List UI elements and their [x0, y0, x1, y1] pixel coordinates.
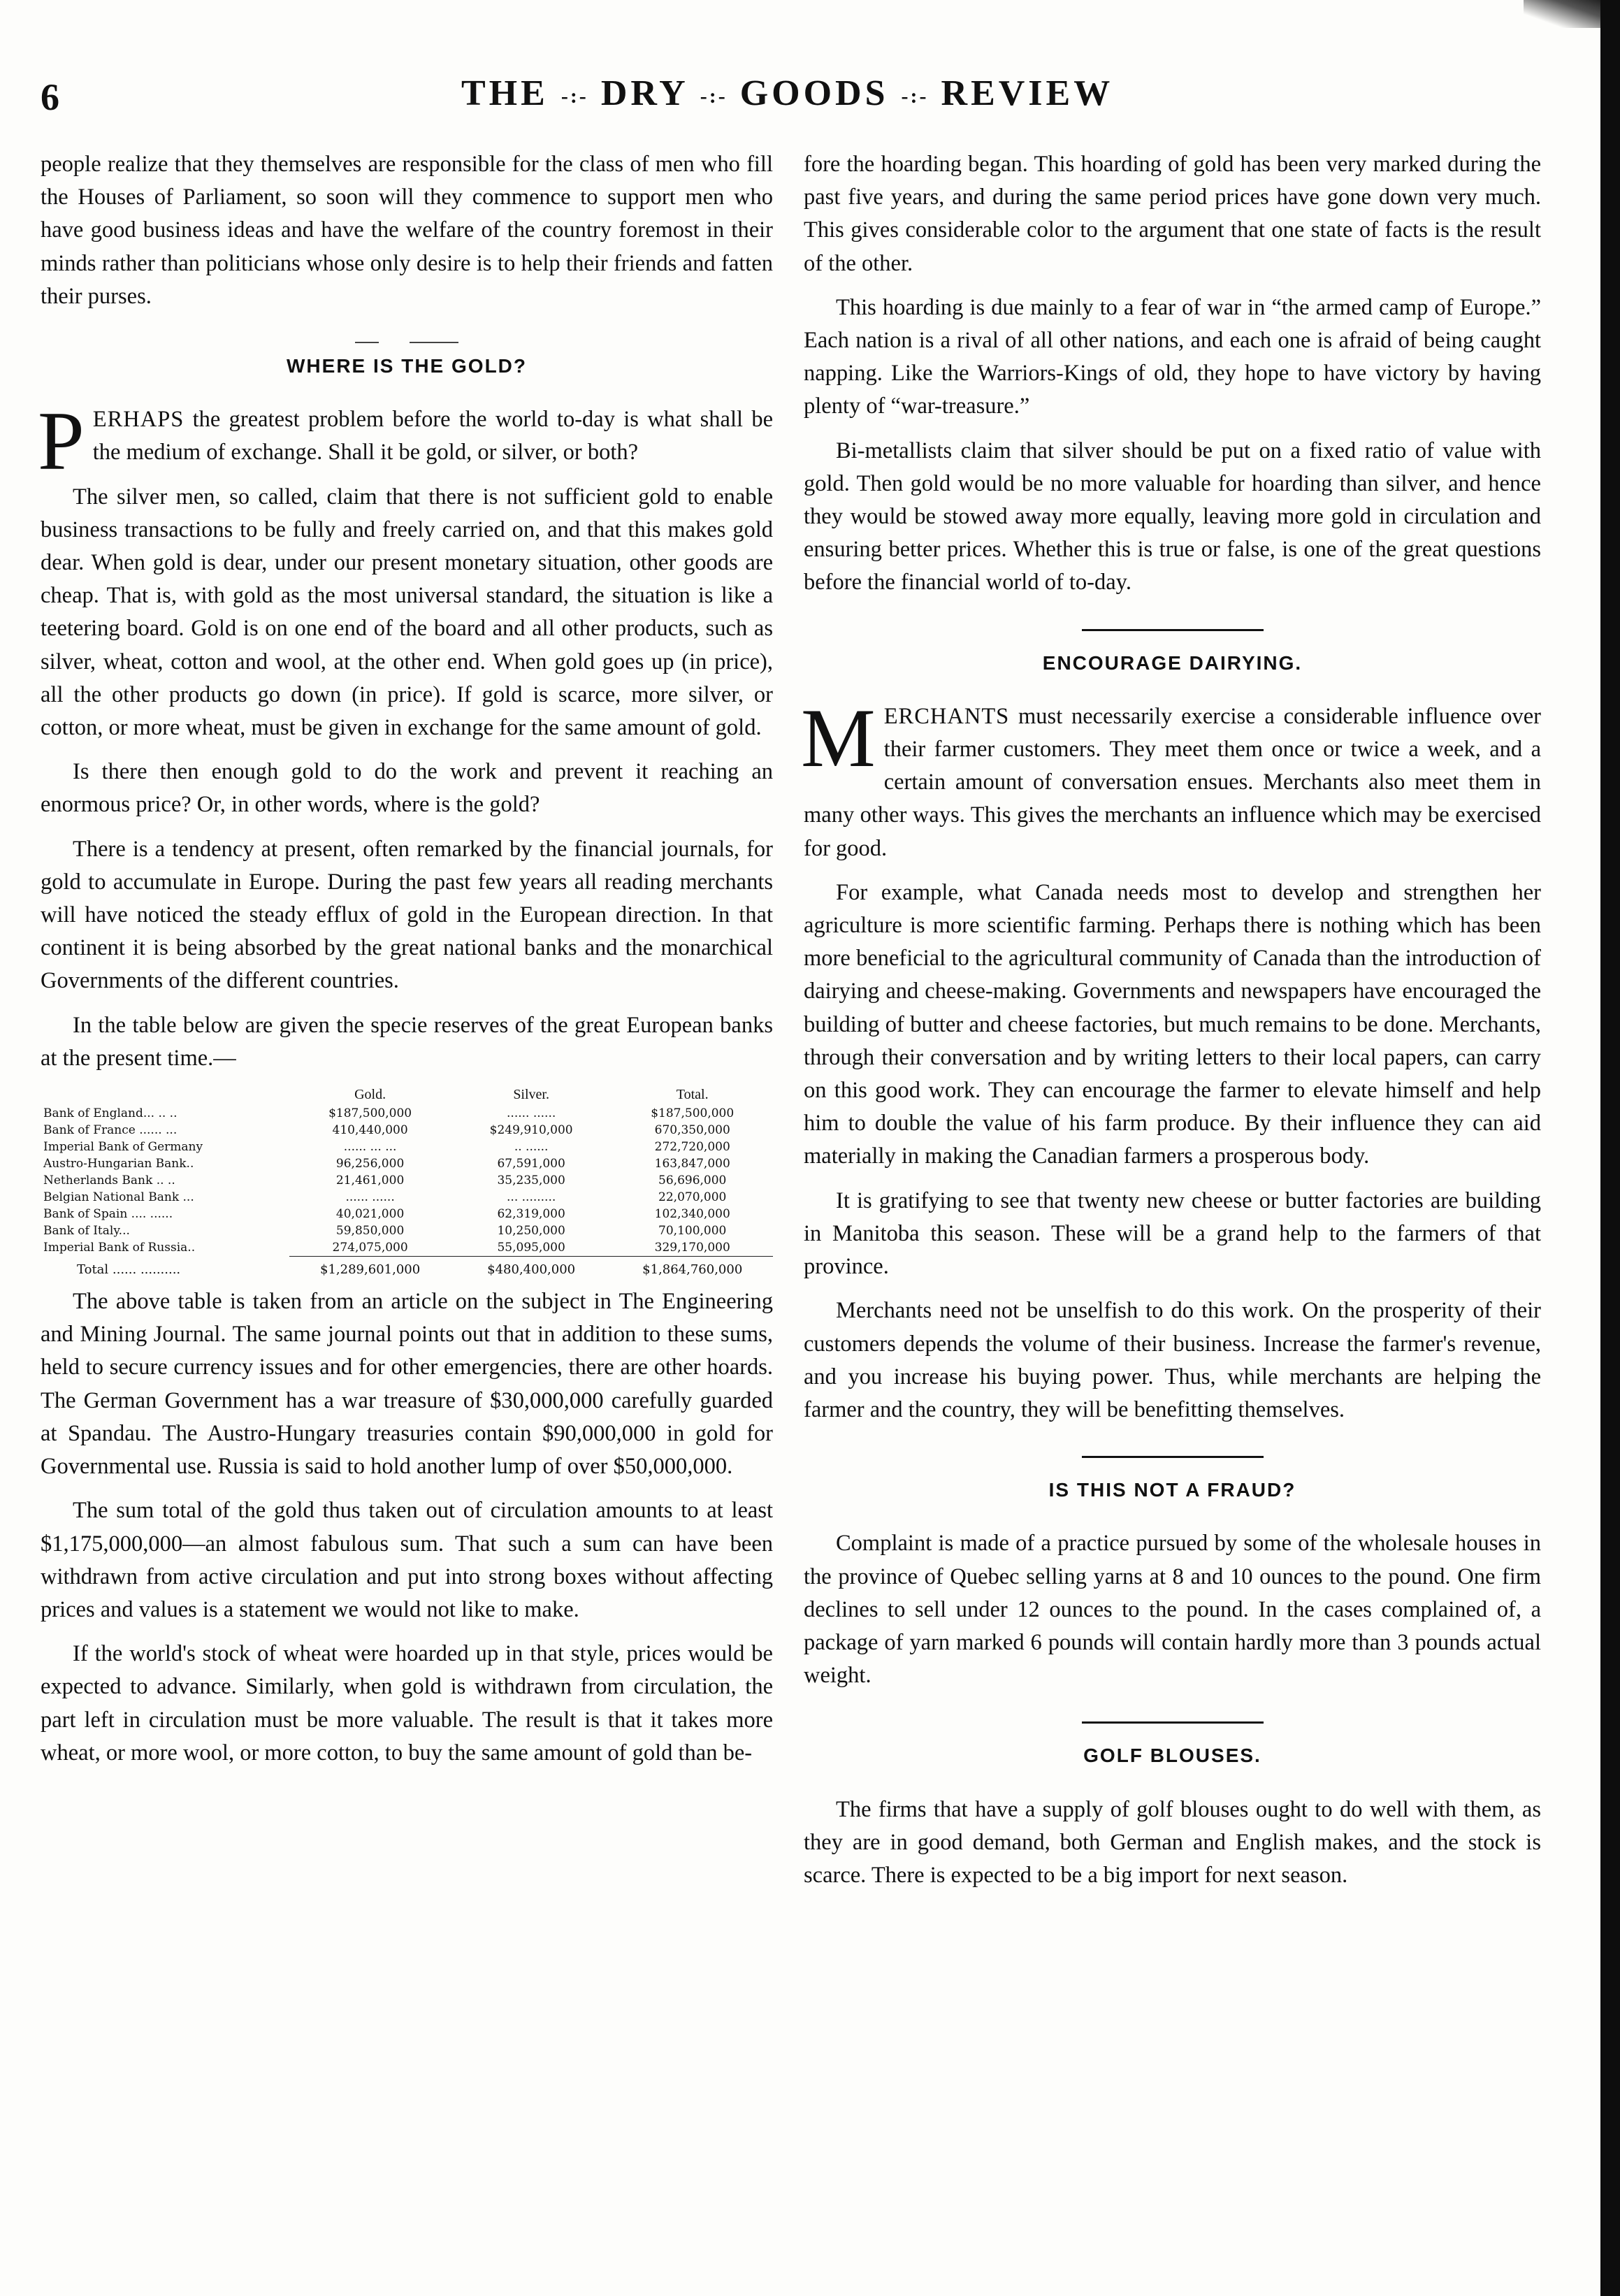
table-row — [41, 1139, 773, 1155]
total-value: 163,847,000 — [654, 1157, 730, 1171]
paragraph-text: must necessarily exercise a considerable influence over their farmer customers. They meet them once or twice a week, and a certain amount of conversation ensues. Merchants also meet them in many other ways. This gives the merchants an influence which may be exercised for good. — [804, 703, 1541, 861]
silver-value: 35,235,000 — [497, 1174, 565, 1188]
bank-name: Netherlands Bank .. .. — [43, 1174, 175, 1188]
silver-value: ...... ...... — [507, 1106, 556, 1121]
torn-corner — [1524, 0, 1600, 28]
silver-value: 10,250,000 — [497, 1224, 565, 1239]
drop-cap: P — [38, 394, 85, 488]
running-head-word: REVIEW — [941, 73, 1114, 113]
column-header: Gold. — [354, 1087, 386, 1103]
article-heading: IS THIS NOT A FRAUD? — [1048, 1479, 1296, 1501]
gold-value: ...... ... ... — [343, 1140, 397, 1155]
total-gold: $1,289,601,000 — [289, 1257, 451, 1279]
total-silver: $480,400,000 — [451, 1257, 612, 1279]
table-header-row — [41, 1086, 773, 1105]
gold-value: $187,500,000 — [328, 1106, 412, 1121]
running-head-word: GOODS — [739, 73, 889, 113]
paragraph: Is there then enough gold to do the work and prevent it reaching an enormous price? Or, in other words, where is the gold? — [41, 759, 773, 818]
silver-value: 67,591,000 — [497, 1157, 565, 1171]
bank-name: Bank of Italy... — [43, 1224, 130, 1239]
silver-value: .. ...... — [514, 1140, 549, 1155]
column-header — [41, 1086, 289, 1105]
silver-value: 62,319,000 — [497, 1207, 565, 1222]
bank-name: Bank of France ...... ... — [43, 1123, 178, 1138]
silver-value: $249,910,000 — [489, 1123, 573, 1138]
lead-word: ERCHANTS — [883, 703, 1010, 729]
paragraph: For example, what Canada needs most to develop and strengthen her agriculture is more scientific farming. Perhaps there is nothing which has been more beneficial to the agricultural community of Canada than the introduction of dairying and cheese-making. Governments and newspapers have encouraged the building of butter and cheese factories, but much remains to be done. Merchants, through their conversation and by writing letters to their local papers, can carry on this good work. They can encourage the farmer to elevate himself and help him to double the value of his farm produce. By their influence they can aid materially in making the Canadian farmers a prosperous body. — [804, 879, 1541, 1169]
running-head-separator: -:- — [901, 85, 929, 108]
binding-edge — [1600, 0, 1620, 2296]
table-row — [41, 1155, 773, 1172]
bank-name: Bank of England... .. .. — [43, 1106, 178, 1121]
article-heading: WHERE IS THE GOLD? — [287, 355, 527, 377]
column-header: Total. — [676, 1087, 709, 1103]
section-rule — [1082, 1456, 1264, 1458]
total-value: 329,170,000 — [654, 1241, 730, 1255]
paragraph: Bi-metallists claim that silver should be put on a fixed ratio of value with gold. Then gold would be no more valuable for hoarding than silver, and hence they would be stowed away more equally, leaving more gold in circulation and ensuring better prices. Whether this is true or false, is one of the great questions before the financial world of to-day. — [804, 438, 1541, 595]
running-head-word: DRY — [600, 73, 688, 113]
table-row — [41, 1222, 773, 1239]
bank-name: Bank of Spain .... ...... — [43, 1207, 173, 1222]
total-value: 102,340,000 — [654, 1207, 730, 1222]
table-row — [41, 1105, 773, 1122]
table-row — [41, 1239, 773, 1257]
running-head-word: THE — [461, 73, 549, 113]
paragraph: In the table below are given the specie reserves of the great European banks at the present time.— — [41, 1012, 773, 1071]
section-rule — [1082, 1721, 1264, 1724]
gold-value: ...... ...... — [345, 1190, 395, 1205]
gold-value: 40,021,000 — [335, 1207, 405, 1222]
paragraph: It is gratifying to see that twenty new cheese or butter factories are building in Manitoba this season. These will be a grand help to the farmers of that province. — [804, 1187, 1541, 1280]
table-row — [41, 1122, 773, 1139]
total-value: 670,350,000 — [654, 1123, 730, 1138]
article-heading: GOLF BLOUSES. — [1083, 1745, 1261, 1767]
page-number: 6 — [41, 76, 59, 118]
specie-reserves-table — [41, 1086, 773, 1278]
total-value: 56,696,000 — [658, 1174, 727, 1188]
silver-value: 55,095,000 — [497, 1241, 565, 1255]
bank-name: Imperial Bank of Germany — [43, 1140, 203, 1155]
paragraph: The firms that have a supply of golf blouses ought to do well with them, as they are in good demand, both German and English makes, and the stock is scarce. There is expected to be a big import for next season. — [804, 1796, 1541, 1888]
bank-name: Belgian National Bank ... — [43, 1190, 194, 1205]
table-row — [41, 1172, 773, 1189]
paragraph — [801, 691, 1541, 865]
paragraph: Complaint is made of a practice pursued by some of the wholesale houses in the province of Quebec selling yarns at 8 and 10 ounces to the pound. One firm declines to sell under 12 ounces to the pound. In the cases complained of, a package of yarn marked 6 pounds will contain hardly more than 3 pounds actual weight. — [804, 1531, 1541, 1689]
left-column — [38, 148, 773, 1781]
section-rule — [1082, 629, 1264, 631]
gold-value: 96,256,000 — [335, 1157, 405, 1171]
gold-value: 21,461,000 — [335, 1174, 405, 1188]
bank-name: Austro-Hungarian Bank.. — [43, 1157, 194, 1171]
drop-cap: M — [801, 691, 876, 784]
total-value: 70,100,000 — [658, 1224, 727, 1239]
total-label: Total ...... .......... — [77, 1262, 181, 1277]
paragraph: The sum total of the gold thus taken out of circulation amounts to at least $1,175,000,000—an almost fabulous sum. That such a sum can have been withdrawn from active circulation and put into strong boxes without affecting prices and values is a statement we would not like to make. — [41, 1498, 773, 1622]
paragraph-text: the greatest problem before the world to-day is what shall be the medium of exchange. Shall it be gold, or silver, or both? — [92, 407, 773, 465]
paragraph: There is a tendency at present, often remarked by the financial journals, for gold to accumulate in Europe. During the past few years all reading merchants will have noticed the steady efflux of gold in the European direction. In that continent it is being absorbed by the great national banks and the monarchical Governments of the different countries. — [41, 836, 773, 994]
table-total-row — [41, 1257, 773, 1279]
gold-value: 59,850,000 — [335, 1224, 405, 1239]
paragraph: people realize that they themselves are responsible for the class of men who fill the Houses of Parliament, so soon will they commence to support men who have good business ideas and have the welfare of the country foremost in their minds rather than politicians whose only desire is to help their friends and fatten their purses. — [41, 152, 773, 309]
article-heading: ENCOURAGE DAIRYING. — [1042, 651, 1303, 674]
gold-value: 274,075,000 — [332, 1241, 408, 1255]
gold-value: 410,440,000 — [332, 1123, 408, 1138]
paragraph: If the world's stock of wheat were hoarded up in that style, prices would be expected to advance. Similarly, when gold is withdrawn from circulation, the part left in circulation must be more valuable. The result is that it takes more wheat, or more wool, or more cotton, to buy the same amount of gold than be- — [41, 1641, 773, 1766]
paragraph: The silver men, so called, claim that there is not sufficient gold to enable business transactions to be fully and freely carried on, and that this makes gold dear. When gold is dear, under our present monetary situation, other goods are cheap. That is, with gold as the most universal standard, the situation is like a teetering board. Gold is on one end of the board and all other products, such as silver, wheat, cotton and wool, at the other end. When gold goes up (in price), all the other products go down (in price). If gold is scarce, more silver, or cotton, or more wheat, must be given in exchange for the same amount of gold. — [41, 484, 773, 741]
running-head-separator: -:- — [700, 85, 728, 108]
total-value: $187,500,000 — [651, 1106, 735, 1121]
paragraph: Merchants need not be unselfish to do this work. On the prosperity of their customers depends the volume of their business. Increase the farmer's revenue, and you increase his buying power. Thus, while merchants are helping the farmer and the country, they will be benefitting themselves. — [804, 1298, 1541, 1422]
lead-word: ERHAPS — [92, 407, 185, 433]
grand-total: $1,864,760,000 — [612, 1257, 773, 1279]
running-head-separator: -:- — [561, 85, 588, 108]
bank-name: Imperial Bank of Russia.. — [43, 1241, 196, 1255]
running-head — [461, 73, 1113, 114]
column-header: Silver. — [513, 1087, 549, 1103]
paragraph — [38, 394, 773, 488]
total-value: 272,720,000 — [654, 1140, 730, 1155]
table-row — [41, 1206, 773, 1222]
paragraph: fore the hoarding began. This hoarding of gold has been very marked during the past five years, and during the same period prices have gone down very much. This gives considerable color to the argument that one state of facts is the result of the other. — [804, 152, 1541, 276]
paragraph: This hoarding is due mainly to a fear of war in “the armed camp of Europe.” Each nation is a rival of all other nations, and each one is afraid of being caught napping. Like the Warriors-Kings of old, they hope to have victory by having plenty of “war-treasure.” — [804, 294, 1541, 419]
table-row — [41, 1189, 773, 1206]
section-divider — [41, 324, 773, 334]
right-column — [801, 148, 1541, 1903]
silver-value: ... ......... — [507, 1190, 556, 1205]
paragraph: The above table is taken from an article on the subject in The Engineering and Mining Journal. The same journal points out that in addition to these sums, held to secure currency issues and for other emergencies, there are other hoards. The German Government has a war treasure of $30,000,000 carefully guarded at Spandau. The Austro-Hungary treasuries contain $90,000,000 in gold for Governmental use. Russia is said to hold another lump of over $50,000,000. — [41, 1289, 773, 1480]
total-value: 22,070,000 — [658, 1190, 727, 1205]
